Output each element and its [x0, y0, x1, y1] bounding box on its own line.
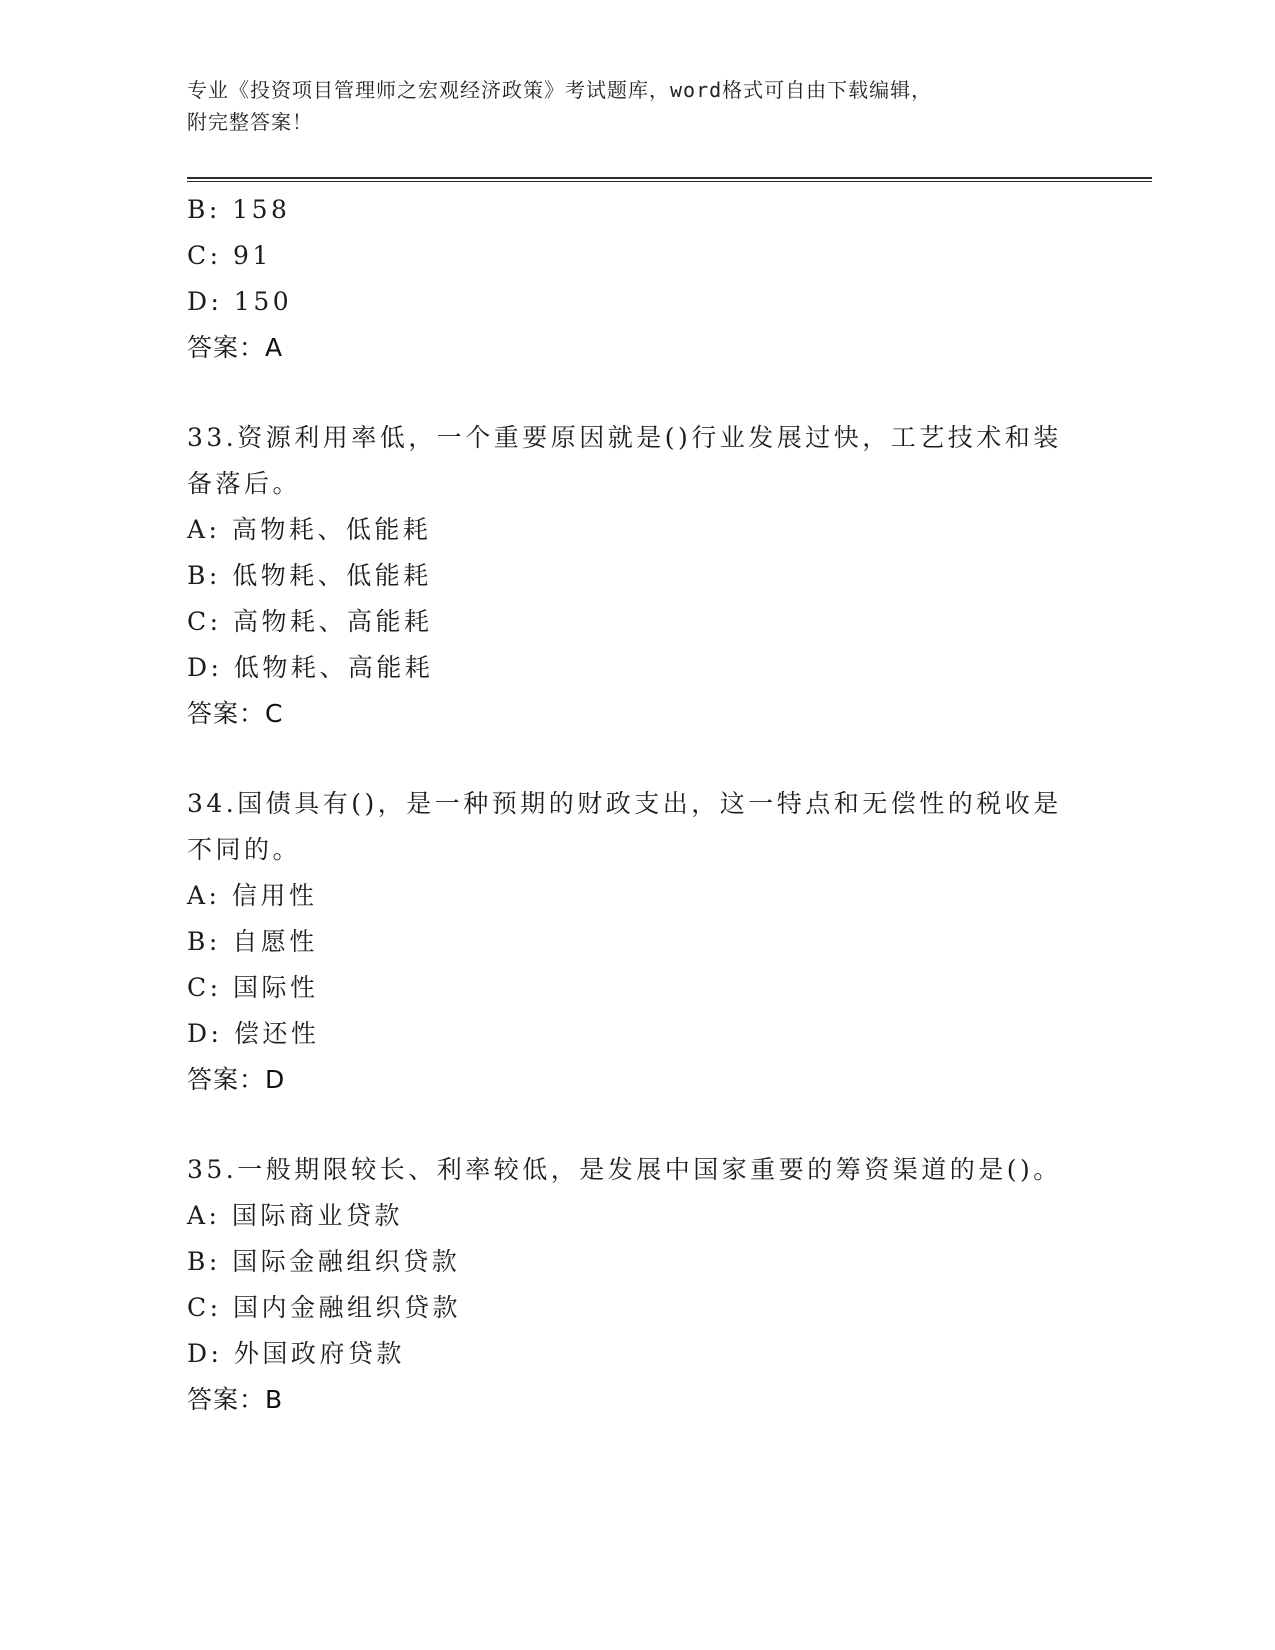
option-b: B: 自愿性 — [187, 927, 318, 956]
option-d: D: 150 — [187, 287, 293, 316]
option-a: A: 高物耗、低能耗 — [187, 515, 432, 544]
document-header — [187, 74, 1067, 138]
question-stem-line-1: 33.资源利用率低，一个重要原因就是()行业发展过快，工艺技术和装 — [187, 423, 1062, 452]
question-34 — [187, 781, 1077, 1103]
question-35 — [187, 1147, 1077, 1423]
option-b: B: 低物耗、低能耗 — [187, 561, 432, 590]
option-c: C: 国际性 — [187, 973, 319, 1002]
option-c: C: 国内金融组织贷款 — [187, 1293, 461, 1322]
question-stem-line-1: 35.一般期限较长、利率较低，是发展中国家重要的筹资渠道的是()。 — [187, 1155, 1062, 1184]
header-divider — [187, 177, 1152, 182]
question-stem-line-1: 34.国债具有()，是一种预期的财政支出，这一特点和无偿性的税收是 — [187, 789, 1062, 818]
option-c: C: 高物耗、高能耗 — [187, 607, 433, 636]
question-stem-line-2: 备落后。 — [187, 469, 302, 498]
question-33 — [187, 415, 1077, 737]
header-line-2: 附完整答案！ — [187, 110, 313, 134]
option-b: B: 158 — [187, 195, 291, 224]
document-body — [187, 187, 1077, 1423]
option-b: B: 国际金融组织贷款 — [187, 1247, 461, 1276]
answer-line: 答案：B — [187, 1385, 284, 1414]
option-a: A: 国际商业贷款 — [187, 1201, 403, 1230]
option-c: C: 91 — [187, 241, 272, 270]
option-d: D: 偿还性 — [187, 1019, 320, 1048]
answer-line: 答案：A — [187, 333, 284, 362]
answer-line: 答案：C — [187, 699, 284, 728]
header-line-1: 专业《投资项目管理师之宏观经济政策》考试题库，word格式可自由下载编辑， — [187, 78, 933, 102]
option-d: D: 外国政府贷款 — [187, 1339, 405, 1368]
option-d: D: 低物耗、高能耗 — [187, 653, 434, 682]
answer-line: 答案：D — [187, 1065, 286, 1094]
option-a: A: 信用性 — [187, 881, 318, 910]
question-stem-line-2: 不同的。 — [187, 835, 302, 864]
question-32-tail — [187, 187, 1077, 371]
